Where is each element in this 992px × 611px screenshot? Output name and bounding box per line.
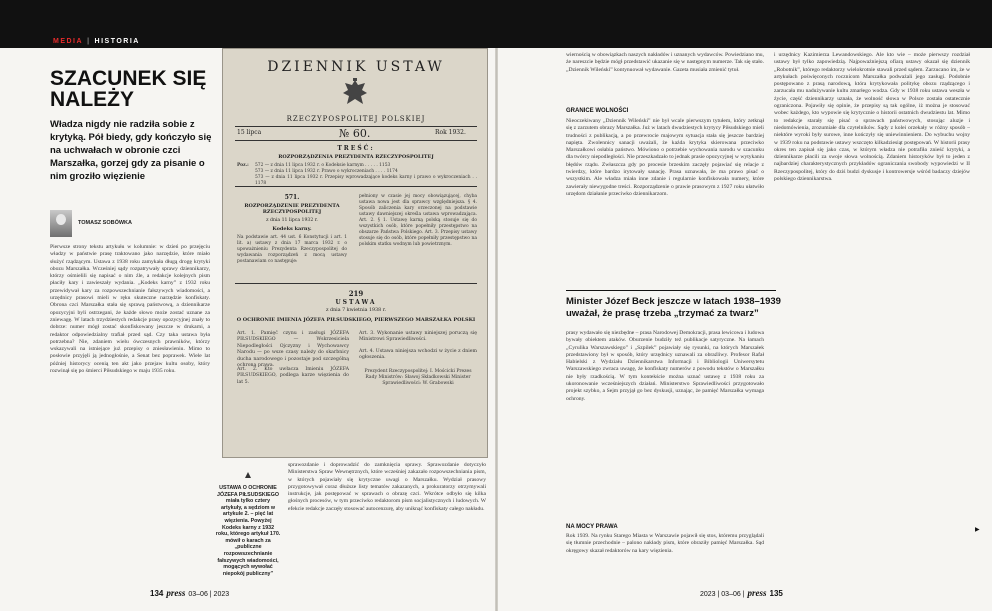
decree-date: z dnia 11 lipca 1932 r.	[266, 218, 318, 223]
body-column-2: sprawozdanie i doprowadzić do zamknięcia sprawy. Sprawozdanie dotyczyło Ministerstwa Spraw Wewnętrznych, które wcześniej zakazało rozpowszechniania pism, w których pojawiały się krytyczne uwagi o Marszałku. Wydział prasowy przygotowywał coraz dłuższe listy tematów zakazanych, a prokuratorzy otrzymywali instrukcje, jak postępować w sprawach o obrazę czci. Wkrótce odbyło się kilka głośnych procesów, w tym przeciwko redaktorom pism socjalistycznych i ludowych. W efekcie redakcje zaczęły stosować autocenzurę, aby uniknąć konfiskaty całego nakładu.	[288, 462, 486, 512]
document-subtitle: RZECZYPOSPOLITEJ POLSKIEJ	[286, 115, 426, 123]
section-primary: MEDIA	[53, 38, 84, 45]
right-column-1: Nieoczekiwany „Dziennik Wileński” nie był wcale pierwszym tytułem, który zetknął się z zarzutem obrazy Marszałka. Już w latach dwudziestych krytycy Piłsudskiego mieli trudności z publikacją, a po przewrocie majowym sytuacja stała się jeszcze bardziej napięta. Zwolennicy sanacji uważali, że każda krytyka skierowana przeciwko Marszałkowi osłabia państwo. Mówiono o potrzebie wychowania narodu w szacunku dla twórcy niepodległości. Nie przeszkadzało to jednak prasie opozycyjnej w wytykaniu błędów rządu. Zwłaszcza gdy po procesie brzeskim zaczęły pojawiać się relacje z twierdzy, które bardzo irytowały sanację. Prasa uznawała, że ma prawo pisać o wszystkim. Ale władza miała inne zdanie i regularnie konfiskowała numery, które zawierały niewygodne treści. Rozporządzenie o prawie prasowym z 1927 roku ułatwiło urzędom działanie przeciwko dziennikarzom.	[566, 118, 764, 197]
body-column-1: Pierwsze strony tekstu artykułu w kolumnie: w dzień po przejęciu władzy w państwie prasę traktowano jako narzędzie, które miało służyć rządzącym. Ustawa z 1938 roku zamykała długą drogę krytyki obozu Marszałka. Wcześniej sądy rozpatrywały sprawy dziennikarzy, którzy ośmielili się napisać o nim źle, a redakcje kolejnych pism płaciły kary i zawieszały wydania. „Kodeks karny” z 1932 roku przewidywał kary za rozpowszechnianie fałszywych wiadomości, a urzędnicy prasowi mieli w ręku skuteczne narzędzie konfiskaty. Obrona czci Marszałka stała się sprawą państwową, a dziennikarze opozycyjni byli ostrzegani, że każde słowo może zostać uznane za zniewagę. W latach trzydziestych redakcje prasy opozycyjnej znały to dobrze: numer mógł zostać skonfiskowany jeszcze w drukarni, a redaktor odpowiedzialny trafiał przed sąd. Czy taka ustawa była potrzebna? Nie, zdaniem wielu ówczesnych prawników, którzy wskazywali na istniejące już przepisy o zniesławieniu. Mimo to posłowie przyjęli ją jednogłośnie, a Senat bez poprawek. Wiele lat później historycy ocenią ten akt jako przejaw kultu osoby, który rozwinął się po śmierci Piłsudskiego w maju 1935 roku.	[50, 244, 210, 375]
law-title: O OCHRONIE IMIENIA JÓZEFA PIŁSUDSKIEGO, PIERWSZEGO MARSZAŁKA POLSKI	[236, 317, 476, 323]
right-page-number: 135	[769, 589, 783, 598]
document-year: Rok 1932.	[435, 129, 466, 136]
author-name: TOMASZ SOBÓWKA	[78, 220, 132, 226]
law-article-1: Art. 1. Pamięć czynu i zasługi JÓZEFA PIŁSUDSKIEGO — Wskrzesiciela Niepodległości Ojczyzny i Wychowawcy Narodu — po wsze czasy należy do skarbnicy ducha narodowego i pozostaje pod szczególną ochroną prawa.	[237, 331, 349, 369]
document-title: DZIENNIK USTAW	[267, 59, 445, 75]
document-rule-law	[235, 283, 477, 284]
document-toc-3: 573 — z dnia 11 lipca 1932 r. Przepisy wprowadzające kodeks karny i prawo o wykroczeniach . . 1178	[255, 175, 477, 186]
decree-name: Kodeks karny.	[272, 226, 312, 232]
left-page-number: 134	[150, 589, 164, 598]
left-folio-date: 03–06 | 2023	[188, 591, 230, 598]
document-rule-mid	[235, 140, 477, 141]
author-photo	[50, 210, 72, 237]
law-date: z dnia 7 kwietnia 1938 r.	[325, 308, 387, 313]
document-poz-label: Poz.:	[237, 163, 249, 168]
decree-number: 571.	[284, 194, 300, 201]
right-column-1-end: Rok 1939. Na rynku Starego Miasta w Warszawie pojawił się stos, któremu przyglądali się tłumnie przechodnie – palono nakłady pism, które obraziły pamięć Marszałka. Sąd okręgowy skazał redaktorów na kary więzienia.	[566, 533, 764, 554]
article-lead: Władza nigdy nie radziła sobie z krytyką. Pół biedy, gdy kończyło się na uchwałach w obronie czci Marszałka, gorzej gdy za pisanie o nim groziło więzienie	[50, 119, 212, 182]
right-column-1-bottom: prasy wydawało się niezbędne – prasa Narodowej Demokracji, prasa lewicowa i ludowa bywały obiektem ataków. Oburzenie budziły też publikacje satyryczne. Na łamach „Cyrulika Warszawskiego” i „Szpilek” pojawiały się rysunki, na których Marszałek przedstawiony był w sposób, który urzędnicy uznawali za obraźliwy. Profesor Rafał Habielski z Wydziału Dziennikarstwa Informacji i Bibliologii Uniwersytetu Warszawskiego zwraca uwagę, że konfiskaty numerów z powodu tekstów o Marszałku nie były rzadkością. W tym kontekście można uznać ustawę z 1938 roku za ukoronowanie wcześniejszych działań. Ministerstwo Sprawiedliwości przygotowało projekt szybko, a Sejm przyjął go bez dyskusji, uznając, że pamięć Marszałka wymaga ochrony.	[566, 330, 764, 402]
right-column-1-top: wiernością w obowiązkach naszych nakładów i uznanych wydawców. Powiedziano mu, że nareszcie będzie mógł przedstawić ukazanie się w następnym numerze. Tak się stało. „Dziennik Wileński” kontynuował wydawanie. Gazeta musiała zmienić tytuł.	[566, 52, 764, 73]
law-signatures: Prezydent Rzeczypospolitej: I. Mościcki Prezes Rady Ministrów: Sławoj Składkowski Minister Sprawiedliwości: W. Grabowski	[364, 369, 472, 387]
left-folio	[150, 588, 229, 598]
page-gutter	[495, 48, 498, 611]
subhead-2: NA MOCY PRAWA	[566, 524, 618, 530]
section-label	[53, 38, 140, 45]
right-folio	[700, 588, 783, 598]
subhead-1: GRANICE WOLNOŚCI	[566, 108, 629, 114]
continue-arrow-icon: ▶	[975, 527, 980, 533]
pull-quote-rule	[566, 290, 776, 291]
pull-quote: Minister Józef Beck jeszcze w latach 1938–1939 uważał, że prasę trzeba „trzymać za twarz”	[566, 296, 781, 319]
article-headline: SZACUNEK SIĘ NALEŻY	[50, 67, 207, 111]
right-folio-date: 2023 | 03–06 |	[700, 591, 745, 598]
document-rule-toc	[235, 186, 477, 187]
document-number: № 60.	[339, 127, 371, 140]
decree-right-column: pełniony w czasie jej mocy obowiązującej, chyba ustawa nowa jest dla sprawcy względniejsza. § 4. Sposób zaliczenia kary orzeczonej na podstawie ustawy dawniejszej określa ustawa wprowadzająca. Art. 2. § 1. Ustawę karną polską stosuje się do wszystkich osób, które popełniły przestępstwo na obszarze Państwa Polskiego. Art. 3. Przepisy ustawy stosuje się do osób, które popełniły przestępstwo na polskim statku wodnym lub powietrznym.	[359, 194, 477, 247]
section-secondary: HISTORIA	[94, 38, 140, 45]
right-brand: press	[747, 588, 767, 598]
law-article-3: Art. 3. Wykonanie ustawy niniejszej poruczą się Ministrowi Sprawiedliwości.	[359, 331, 477, 343]
right-column-2: i urzędnicy Kazimierza Lewandowskiego. Ale kto wie – może pierwszy rozdział ustawy był tylko zapowiedzią. Najpoważniejszą ofiarą ustawy okazał się dziennik „Robotnik”, którego redaktorzy wielokrotnie stawali przed sądem. Zarzucano im, że w artykułach poświęconych rocznicom Marszałka podważali jego zasługi. Podobnie postępowano z prasą narodową, która krytykowała politykę obozu rządzącego i zarzucała mu nadużywanie kultu zmarłego wodza. Gdy w 1938 roku ustawa weszła w życie, część dziennikarzy uznała, że wolność słowa w Polsce została ostatecznie ograniczona. Pojawiły się opinie, że przepisy są tak ogólne, iż można je stosować wobec każdego, kto wypowie się krytycznie o historii ostatnich dwudziestu lat. Mimo to redakcje starały się pisać o sprawach państwowych, stosując aluzje i niedomówienia, zrozumiałe dla czytelników. Sądy z kolei orzekały w różny sposób – niektóre wyroki były surowe, inne kończyły się uniewinnieniem. Do wybuchu wojny w 1939 roku na podstawie ustawy wszczęto kilkadziesiąt postępowań. W historii prasy okres ten zapisał się jako czas, w którym władza nie potrafiła znieść krytyki, a dziennikarze płacili za swoje słowa wolnością. Zdaniem historyków był to jeden z najbardziej charakterystycznych przykładów ograniczania swobody wypowiedzi w II Rzeczypospolitej, który do dziś budzi dyskusje i kontrowersje wśród badaczy dziejów polskiego dziennikarstwa.	[774, 52, 970, 183]
law-article-4: Art. 4. Ustawa niniejsza wchodzi w życie z dniem ogłoszenia.	[359, 349, 477, 361]
document-image	[222, 48, 488, 458]
decree-heading: ROZPORZĄDZENIE PREZYDENTA RZECZYPOSPOLITEJ	[244, 203, 340, 215]
caption-arrow-icon	[245, 472, 251, 478]
law-article-2: Art. 2. Kto uwłacza Imieniu JÓZEFA PIŁSUDSKIEGO, podlega karze więzienia do lat 5.	[237, 367, 349, 385]
decree-preamble: Na podstawie art. 44 ust. 6 Konstytucji i art. 1 lit. a) ustawy z dnia 17 marca 1932 r. o upoważnieniu Prezydenta Rzeczypospolitej do wydawania rozporządzeń z mocą ustawy postanawiam co następuje:	[237, 235, 347, 264]
document-toc-2: 573 — z dnia 11 lipca 1932 r. Prawo o wykroczeniach . . . . 1174	[255, 169, 398, 174]
top-bar	[0, 0, 992, 48]
law-kind: USTAWA	[335, 299, 377, 306]
law-number: 219	[348, 289, 364, 298]
section-separator: |	[87, 38, 91, 45]
document-toc-1: 572 — z dnia 11 lipca 1932 r. o Kodeksie karnym . . . . . 1153	[255, 163, 391, 168]
left-brand: press	[166, 588, 186, 598]
document-date: 15 lipca	[237, 129, 262, 136]
document-contents-heading: ROZPORZĄDZENIA PREZYDENTA RZECZYPOSPOLITEJ	[278, 154, 434, 160]
document-contents-label: TREŚĆ:	[337, 145, 375, 152]
eagle-emblem-icon	[341, 77, 369, 109]
photo-caption: USTAWA O OCHRONIE JÓZEFA PIŁSUDSKIEGO miała tylko cztery artykuły, a sędziom w artykule 2. – pięć lat więzienia. Powyżej Kodeks karny z 1932 roku, którego artykuł 170. mówił o karach za „publiczne rozpowszechnianie fałszywych wiadomości, mogących wywołać niepokój publiczny”	[215, 485, 281, 577]
